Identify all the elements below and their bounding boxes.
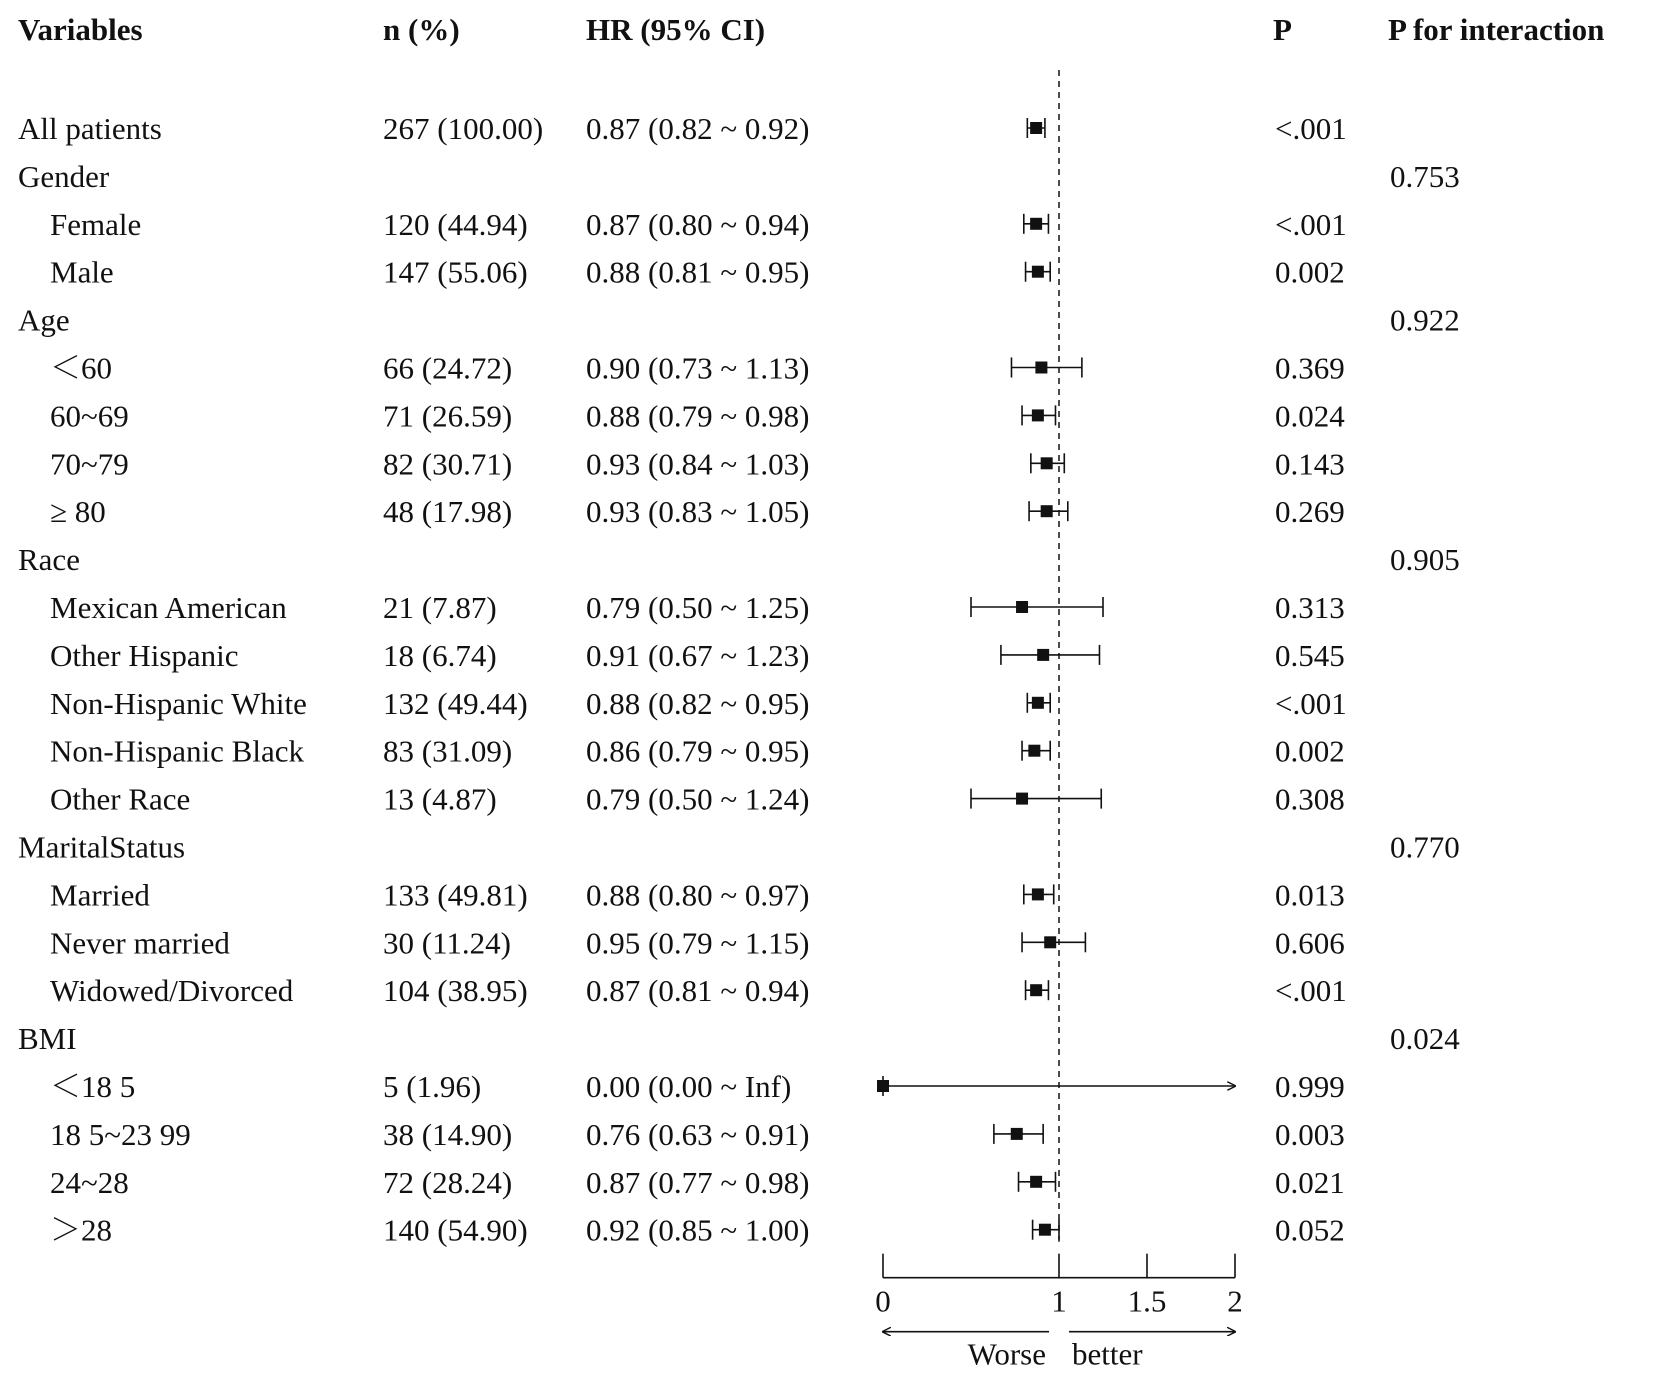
- row-label: Female: [50, 206, 142, 242]
- hr-point: [1041, 505, 1053, 517]
- forest-mark: [971, 789, 1101, 809]
- row-p-value: 0.013: [1275, 877, 1345, 913]
- row-p-value: 0.269: [1275, 494, 1345, 530]
- row-p-value: 0.313: [1275, 590, 1345, 625]
- row-hr-ci: 0.76 (0.63 ~ 0.91): [586, 1116, 810, 1152]
- row-n: 5 (1.96): [383, 1069, 482, 1104]
- row-label: Married: [50, 877, 150, 913]
- row-hr-ci: 0.87 (0.77 ~ 0.98): [586, 1164, 810, 1200]
- row-p-value: 0.052: [1275, 1212, 1345, 1248]
- x-tick-label: 2: [1227, 1283, 1243, 1319]
- table-row: [50, 351, 1345, 386]
- row-hr-ci: 0.87 (0.80 ~ 0.94): [586, 206, 810, 242]
- table-row: [50, 1213, 1345, 1248]
- table-row: [18, 111, 1347, 146]
- row-label: Age: [18, 302, 70, 338]
- row-hr-ci: 0.87 (0.81 ~ 0.94): [586, 973, 810, 1009]
- row-n: 21 (7.87): [383, 590, 497, 625]
- table-row: [50, 398, 1345, 433]
- row-n: 82 (30.71): [383, 446, 513, 482]
- table-row: [50, 446, 1345, 481]
- row-label: Mexican American: [50, 590, 287, 625]
- row-p-value: 0.003: [1275, 1116, 1345, 1152]
- row-n: 13 (4.87): [383, 781, 497, 817]
- row-hr-ci: 0.86 (0.79 ~ 0.95): [586, 733, 810, 769]
- row-p-value: 0.002: [1275, 733, 1345, 769]
- header-p: P: [1273, 12, 1292, 47]
- hr-point: [1028, 745, 1040, 757]
- forest-mark: [1027, 118, 1045, 138]
- forest-mark: [1022, 405, 1055, 425]
- forest-mark: [1022, 741, 1050, 761]
- row-hr-ci: 0.79 (0.50 ~ 1.24): [586, 781, 810, 817]
- row-n: 267 (100.00): [383, 111, 544, 146]
- row-n: 48 (17.98): [383, 494, 513, 530]
- row-n: 66 (24.72): [383, 350, 513, 386]
- table-row: [50, 973, 1347, 1008]
- x-tick-label: 1.5: [1127, 1283, 1167, 1319]
- row-label: Gender: [18, 158, 110, 194]
- row-label: All patients: [18, 111, 162, 146]
- row-hr-ci: 0.95 (0.79 ~ 1.15): [586, 925, 810, 961]
- row-hr-ci: 0.93 (0.83 ~ 1.05): [586, 494, 810, 530]
- header-hr: HR (95% CI): [586, 12, 766, 47]
- x-tick-label: 1: [1051, 1283, 1067, 1319]
- row-label: BMI: [18, 1021, 77, 1057]
- row-label: 70~79: [50, 446, 129, 482]
- table-row: [50, 207, 1347, 242]
- header-variables: Variables: [18, 12, 143, 47]
- row-p-value: 0.143: [1275, 446, 1345, 482]
- row-p-interaction: 0.922: [1390, 302, 1460, 338]
- row-p-interaction: 0.770: [1390, 829, 1460, 865]
- table-row: [18, 830, 1460, 865]
- forest-mark: [1033, 1220, 1059, 1240]
- forest-mark: [1024, 214, 1049, 234]
- row-n: 133 (49.81): [383, 877, 528, 913]
- hr-point: [1041, 457, 1053, 469]
- row-label: Other Race: [50, 781, 191, 817]
- worse-label: Worse: [967, 1336, 1046, 1372]
- table-row: [50, 255, 1345, 290]
- forest-mark: [1022, 932, 1085, 952]
- table-row: [18, 542, 1460, 577]
- row-n: 132 (49.44): [383, 685, 528, 721]
- table-row: [50, 686, 1347, 721]
- forest-mark: [1027, 693, 1050, 713]
- header-n: n (%): [383, 12, 460, 47]
- table-row: [18, 303, 1460, 338]
- row-label: Widowed/Divorced: [50, 973, 294, 1009]
- table-row: [50, 877, 1345, 912]
- forest-mark: [994, 1124, 1043, 1144]
- row-n: 83 (31.09): [383, 733, 513, 769]
- row-hr-ci: 0.00 (0.00 ~ Inf): [586, 1069, 792, 1104]
- hr-point: [1030, 218, 1042, 230]
- forest-mark: [1029, 501, 1068, 521]
- hr-point: [1030, 1176, 1042, 1188]
- row-label: Race: [18, 542, 80, 578]
- row-hr-ci: 0.88 (0.82 ~ 0.95): [586, 685, 810, 721]
- row-hr-ci: 0.90 (0.73 ~ 1.13): [586, 350, 810, 386]
- hr-point: [1032, 266, 1044, 278]
- hr-point: [877, 1080, 889, 1092]
- forest-mark: [1026, 980, 1049, 1000]
- table-row: [50, 1117, 1345, 1152]
- row-p-value: 0.308: [1275, 781, 1345, 817]
- row-n: 38 (14.90): [383, 1116, 513, 1152]
- table-row: [50, 1165, 1345, 1200]
- table-row: [18, 1021, 1460, 1056]
- hr-point: [1039, 1224, 1051, 1236]
- forest-mark: [1026, 262, 1051, 282]
- row-hr-ci: 0.79 (0.50 ~ 1.25): [586, 590, 810, 625]
- row-hr-ci: 0.91 (0.67 ~ 1.23): [586, 637, 810, 673]
- row-hr-ci: 0.88 (0.79 ~ 0.98): [586, 398, 810, 434]
- row-hr-ci: 0.92 (0.85 ~ 1.00): [586, 1212, 810, 1248]
- forest-mark: [1011, 358, 1081, 378]
- row-hr-ci: 0.87 (0.82 ~ 0.92): [586, 111, 810, 146]
- row-label: MaritalStatus: [18, 829, 186, 865]
- row-hr-ci: 0.88 (0.81 ~ 0.95): [586, 254, 810, 290]
- row-label: Other Hispanic: [50, 637, 239, 673]
- row-p-value: 0.024: [1275, 398, 1345, 434]
- row-p-value: 0.002: [1275, 254, 1345, 290]
- row-n: 18 (6.74): [383, 637, 497, 673]
- table-row: [50, 782, 1345, 817]
- row-label: 18 5~23 99: [50, 1116, 191, 1152]
- table-row: [50, 590, 1345, 625]
- row-label: ＜18 5: [50, 1069, 136, 1104]
- table-row: [50, 494, 1345, 529]
- row-p-value: 0.369: [1275, 350, 1345, 386]
- forest-mark: [971, 597, 1103, 617]
- table-row: [50, 734, 1345, 769]
- row-n: 71 (26.59): [383, 398, 513, 434]
- row-label: 60~69: [50, 398, 129, 434]
- row-label: Non-Hispanic Black: [50, 733, 304, 769]
- row-hr-ci: 0.93 (0.84 ~ 1.03): [586, 446, 810, 482]
- row-label: ≥ 80: [50, 494, 106, 530]
- header-p-interaction: P for interaction: [1388, 12, 1605, 47]
- table-row: [18, 159, 1460, 194]
- row-n: 140 (54.90): [383, 1212, 528, 1248]
- x-tick-label: 0: [875, 1283, 891, 1319]
- row-label: ＜60: [50, 350, 112, 386]
- row-p-interaction: 0.905: [1390, 542, 1460, 578]
- hr-point: [1030, 122, 1042, 134]
- row-label: ＞28: [50, 1212, 112, 1248]
- forest-mark: [877, 1076, 1235, 1096]
- row-label: Never married: [50, 925, 230, 961]
- hr-point: [1016, 601, 1028, 613]
- table-row: [50, 638, 1345, 673]
- row-n: 104 (38.95): [383, 973, 528, 1009]
- forest-mark: [1001, 645, 1100, 665]
- hr-point: [1032, 409, 1044, 421]
- hr-point: [1016, 793, 1028, 805]
- row-p-value: 0.021: [1275, 1164, 1345, 1200]
- hr-point: [1032, 888, 1044, 900]
- row-p-value: <.001: [1275, 206, 1347, 242]
- row-n: 120 (44.94): [383, 206, 528, 242]
- row-p-value: 0.606: [1275, 925, 1345, 961]
- forest-mark: [1019, 1172, 1056, 1192]
- table-row: [50, 925, 1345, 960]
- hr-point: [1044, 936, 1056, 948]
- better-label: better: [1072, 1336, 1143, 1372]
- forest-mark: [1024, 884, 1054, 904]
- table-rows: [18, 111, 1460, 1248]
- row-hr-ci: 0.88 (0.80 ~ 0.97): [586, 877, 810, 913]
- row-p-value: <.001: [1275, 973, 1347, 1009]
- row-label: Male: [50, 254, 114, 290]
- hr-point: [1030, 984, 1042, 996]
- row-n: 72 (28.24): [383, 1164, 513, 1200]
- row-p-interaction: 0.024: [1390, 1021, 1460, 1057]
- row-n: 30 (11.24): [383, 925, 511, 961]
- row-label: Non-Hispanic White: [50, 685, 307, 721]
- x-axis: [875, 1254, 1243, 1372]
- hr-point: [1011, 1128, 1023, 1140]
- row-n: 147 (55.06): [383, 254, 528, 290]
- hr-point: [1035, 362, 1047, 374]
- hr-point: [1032, 697, 1044, 709]
- row-label: 24~28: [50, 1164, 129, 1200]
- forest-plot-area: [877, 70, 1235, 1242]
- column-headers: [18, 12, 1604, 47]
- row-p-value: 0.999: [1275, 1069, 1345, 1104]
- row-p-value: 0.545: [1275, 637, 1345, 673]
- row-p-value: <.001: [1275, 685, 1347, 721]
- row-p-value: <.001: [1275, 111, 1347, 146]
- hr-point: [1037, 649, 1049, 661]
- row-p-interaction: 0.753: [1390, 158, 1460, 194]
